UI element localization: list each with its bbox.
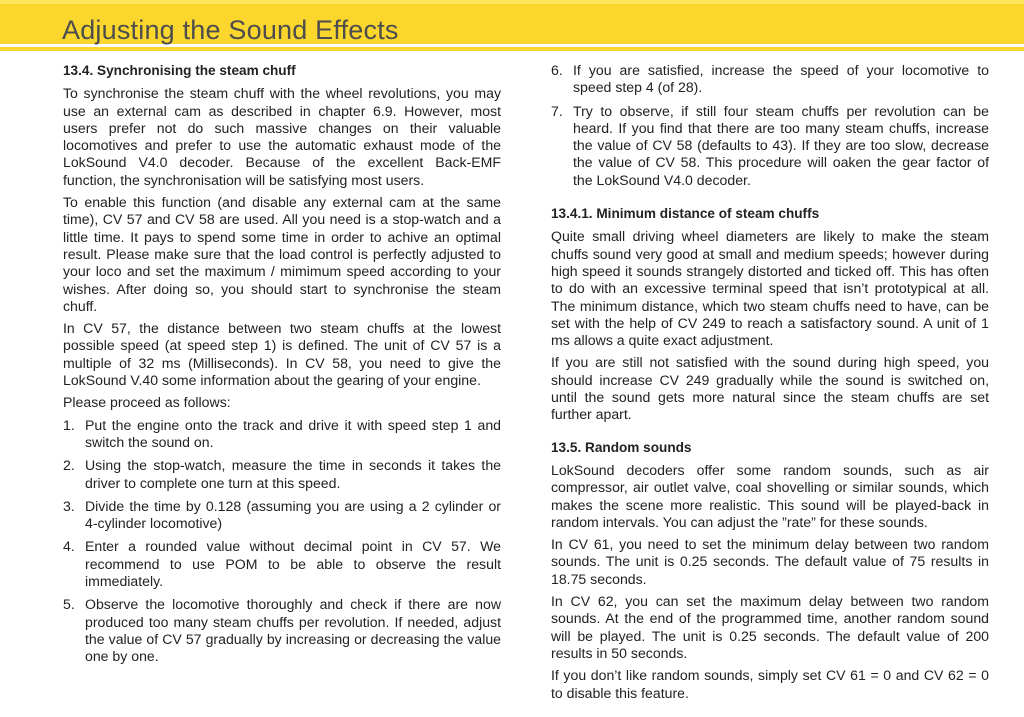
paragraph: In CV 61, you need to set the minimum delay between two random sounds. The unit is 0.25 seconds. The default value of 75 results in 18.75 seconds.: [551, 536, 989, 587]
header-bar: [0, 0, 1024, 44]
list-item: [63, 538, 501, 590]
paragraph: In CV 62, you can set the maximum delay between two random sounds. At the end of the programmed time, another random sound will be played. The unit is 0.25 seconds. The default value of 200 results in 50 seconds.: [551, 593, 989, 661]
list-number: 3.: [63, 497, 75, 514]
left-column: [63, 62, 501, 672]
list-text: Divide the time by 0.128 (assuming you are using a 2 cylinder or 4-cylinder locomotive): [85, 497, 501, 532]
page-title: Adjusting the Sound Effects: [62, 15, 399, 45]
list-text: Enter a rounded value without decimal point in CV 57. We recommend to use POM to be able to observe the result immediately.: [85, 538, 501, 590]
list-number: 5.: [63, 596, 75, 613]
right-column: [551, 62, 989, 707]
steps-list: [63, 417, 501, 666]
list-number: 7.: [551, 102, 563, 119]
list-item: [63, 417, 501, 452]
list-item: [63, 457, 501, 492]
section-heading-random-sounds: 13.5. Random sounds: [551, 439, 692, 455]
header-stripe: [0, 47, 1024, 51]
list-item: [551, 103, 989, 189]
section-heading-synchronising: 13.4. Synchronising the steam chuff: [63, 63, 296, 78]
header-top-band: [0, 0, 1024, 4]
paragraph: Please proceed as follows:: [63, 394, 231, 411]
list-text: Using the stop-watch, measure the time in seconds it takes the driver to complete one turn at this speed.: [85, 457, 501, 491]
paragraph: To synchronise the steam chuff with the wheel revolutions, you may use an external cam as described in chapter 6.9. However, most users prefer not do such massive changes on their valuable locomotives and prefer to use the automatic exhaust mode of the LokSound V4.0 decoder. Because of the excellent Back-EMF function, the synchronisation will be satisfying most users.: [63, 85, 501, 188]
section-heading-minimum-distance: 13.4.1. Minimum distance of steam chuffs: [551, 206, 820, 222]
list-item: [63, 498, 501, 533]
list-number: 4.: [63, 538, 75, 555]
list-text: Put the engine onto the track and drive it with speed step 1 and switch the sound on.: [85, 416, 501, 450]
list-number: 1.: [63, 416, 75, 433]
spacer: [551, 429, 989, 439]
paragraph: Quite small driving wheel diameters are likely to make the steam chuffs sound very good at small and medium speeds; however during high speed it sounds strangely distorted and ticked off. This has often to do with an excessive terminal speed that isn’t prototypical at all. The minimum distance, which two steam chuffs need to have, can be set with the help of CV 249 to reach a satisfactory sound. A unit of 1 ms allows a quite exact adjustment.: [551, 228, 989, 349]
list-item: [63, 596, 501, 665]
paragraph: LokSound decoders offer some random sounds, such as air compressor, air outlet valve, coal shovelling or similar sounds, which makes the scene more realistic. This sound will be played-back in random intervals. You can adjust the ”rate” for these sounds.: [551, 461, 989, 530]
paragraph: In CV 57, the distance between two steam chuffs at the lowest possible speed (at speed step 1) is defined. The unit of CV 57 is a multiple of 32 ms (Milliseconds). In CV 58, you need to give the LokSound V.40 some information about the gearing of your engine.: [63, 320, 501, 389]
paragraph: If you are still not satisfied with the sound during high speed, you should increase CV 249 gradually while the sound is switched on, until the sound gets more natural since the steam chuffs are set further apart.: [551, 354, 989, 423]
list-number: 2.: [63, 457, 75, 474]
paragraph: If you don’t like random sounds, simply set CV 61 = 0 and CV 62 = 0 to disable this feature.: [551, 667, 989, 701]
list-text: If you are satisfied, increase the speed of your locomotive to speed step 4 (of 28).: [573, 62, 989, 96]
list-text: Observe the locomotive thoroughly and check if there are now produced too many steam chuffs per revolution. If needed, adjust the value of CV 57 gradually by increasing or decreasing the value one by one.: [85, 596, 501, 665]
steps-list-continued: [551, 62, 989, 189]
list-number: 6.: [551, 62, 563, 78]
list-item: [551, 62, 989, 97]
spacer: [551, 195, 989, 205]
paragraph: To enable this function (and disable any external cam at the same time), CV 57 and CV 58 are used. All you need is a stop-watch and a little time. It pays to spend some time in order to achive an optimal result. Please make sure that the load control is perfectly adjusted to your loco and set the maximum / mimimum speed according to your wishes. After doing so, you should start to synchronise the steam chuff.: [63, 194, 501, 314]
list-text: Try to observe, if still four steam chuffs per revolution can be heard. If you find that there are too many steam chuffs, increase the value of CV 58 (defaults to 43). If they are too slow, decrease the value of CV 58. This procedure will oaken the gear factor of the LokSound V4.0 decoder.: [573, 102, 989, 188]
